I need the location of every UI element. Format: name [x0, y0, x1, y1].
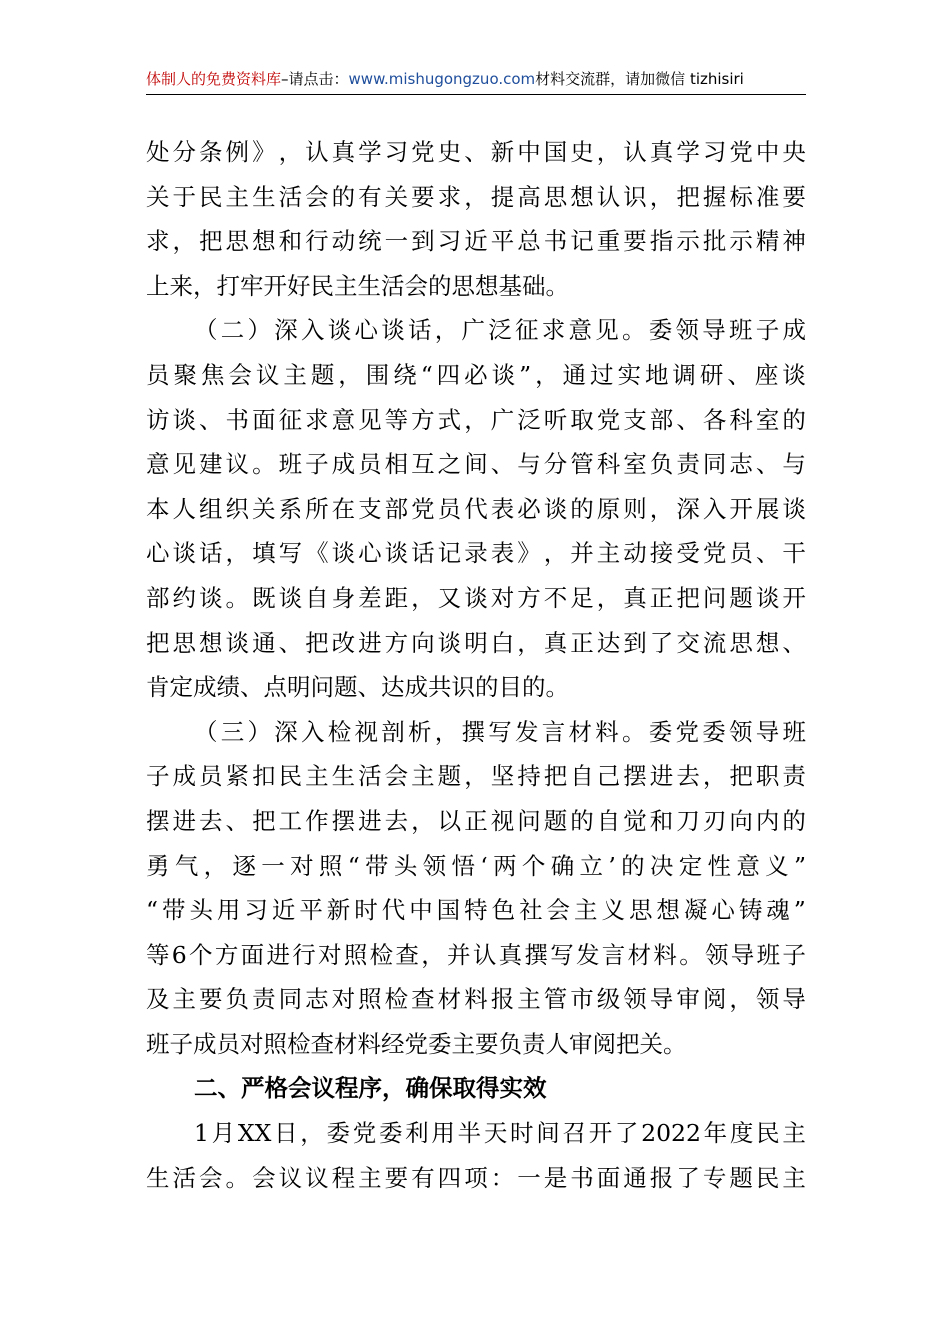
site-name: 体制人的免费资料库	[146, 70, 282, 88]
text-line: 意 见 建 议 。 班 子 成 员 相 互 之 间 、 与 分 管 科 室 负 责 同 志 、 与	[146, 450, 806, 479]
text-line: 肯定成绩、点明问题、达成共识的目的。	[146, 673, 569, 702]
text-line: 关 于 民 主 生 活 会 的 有 关 要 求 ， 提 高 思 想 认 识 ， 把 握 标 准 要	[146, 182, 806, 211]
text-line: （ 三 ） 深 入 检 视 剖 析 ， 撰 写 发 言 材 料 。 委 党 委 领 导 班	[194, 717, 806, 746]
text-line: 心 谈 话 ， 填 写 《 谈 心 谈 话 记 录 表 》 ， 并 主 动 接 受 党 员 、 干	[146, 539, 806, 568]
header-contact: 材料交流群，请加微信 tizhisiri	[535, 70, 744, 88]
text-line: （ 二 ） 深 入 谈 心 谈 话 ， 广 泛 征 求 意 见 。 委 领 导 班 子 成	[194, 316, 806, 345]
site-link[interactable]: www.mishugongzuo.com	[348, 70, 536, 88]
text-line: 勇 气 ， 逐 一 对 照 “ 带 头 领 悟 ‘ 两 个 确 立 ’ 的 决 定 性 意 义 ”	[146, 851, 806, 880]
text-line: 子 成 员 紧 扣 民 主 生 活 会 主 题 ， 坚 持 把 自 己 摆 进 去 ， 把 职 责	[146, 762, 806, 791]
text-line: 访 谈 、 书 面 征 求 意 见 等 方 式 ， 广 泛 听 取 党 支 部 、 各 科 室 的	[146, 405, 806, 434]
text-line: 生 活 会 。 会 议 议 程 主 要 有 四 项 ： 一 是 书 面 通 报 了 专 题 民 主	[146, 1163, 806, 1192]
text-line: 班子成员对照检查材料经党委主要负责人审阅把关。	[146, 1029, 687, 1058]
text-line: 1 月 XX 日 ， 委 党 委 利 用 半 天 时 间 召 开 了 2022 年 度 民 主	[194, 1119, 806, 1148]
text-line: 摆 进 去 、 把 工 作 摆 进 去 ， 以 正 视 问 题 的 自 觉 和 刀 刃 向 内 的	[146, 806, 806, 835]
text-line: 等 6 个 方 面 进 行 对 照 检 查 ， 并 认 真 撰 写 发 言 材 料 。 领 导 班 子	[146, 940, 806, 969]
text-line: 把 思 想 谈 通 、 把 改 进 方 向 谈 明 白 ， 真 正 达 到 了 交 流 思 想 、	[146, 628, 806, 657]
text-line: 求 ， 把 思 想 和 行 动 统 一 到 习 近 平 总 书 记 重 要 指 示 批 示 精 神	[146, 227, 806, 256]
text-line: 处 分 条 例 》 ， 认 真 学 习 党 史 、 新 中 国 史 ， 认 真 学 习 党 中 央	[146, 138, 806, 166]
text-line: 上来，打牢开好民主生活会的思想基础。	[146, 271, 569, 300]
section-heading: 二、严格会议程序，确保取得实效	[194, 1074, 547, 1103]
header-prompt: –请点击：	[281, 70, 349, 88]
text-line: 本 人 组 织 关 系 所 在 支 部 党 员 代 表 必 谈 的 原 则 ， 深 入 开 展 谈	[146, 494, 806, 523]
text-line: 及 主 要 负 责 同 志 对 照 检 查 材 料 报 主 管 市 级 领 导 审 阅 ， 领 导	[146, 985, 806, 1014]
text-line: 员 聚 焦 会 议 主 题 ， 围 绕 “ 四 必 谈 ” ， 通 过 实 地 调 研 、 座 谈	[146, 360, 806, 389]
text-line: 部 约 谈 。 既 谈 自 身 差 距 ， 又 谈 对 方 不 足 ， 真 正 把 问 题 谈 开	[146, 583, 806, 612]
document-body	[146, 130, 806, 1200]
text-line: “ 带 头 用 习 近 平 新 时 代 中 国 特 色 社 会 主 义 思 想 凝 心 铸 魂 ”	[146, 896, 806, 925]
page-header	[146, 66, 806, 95]
